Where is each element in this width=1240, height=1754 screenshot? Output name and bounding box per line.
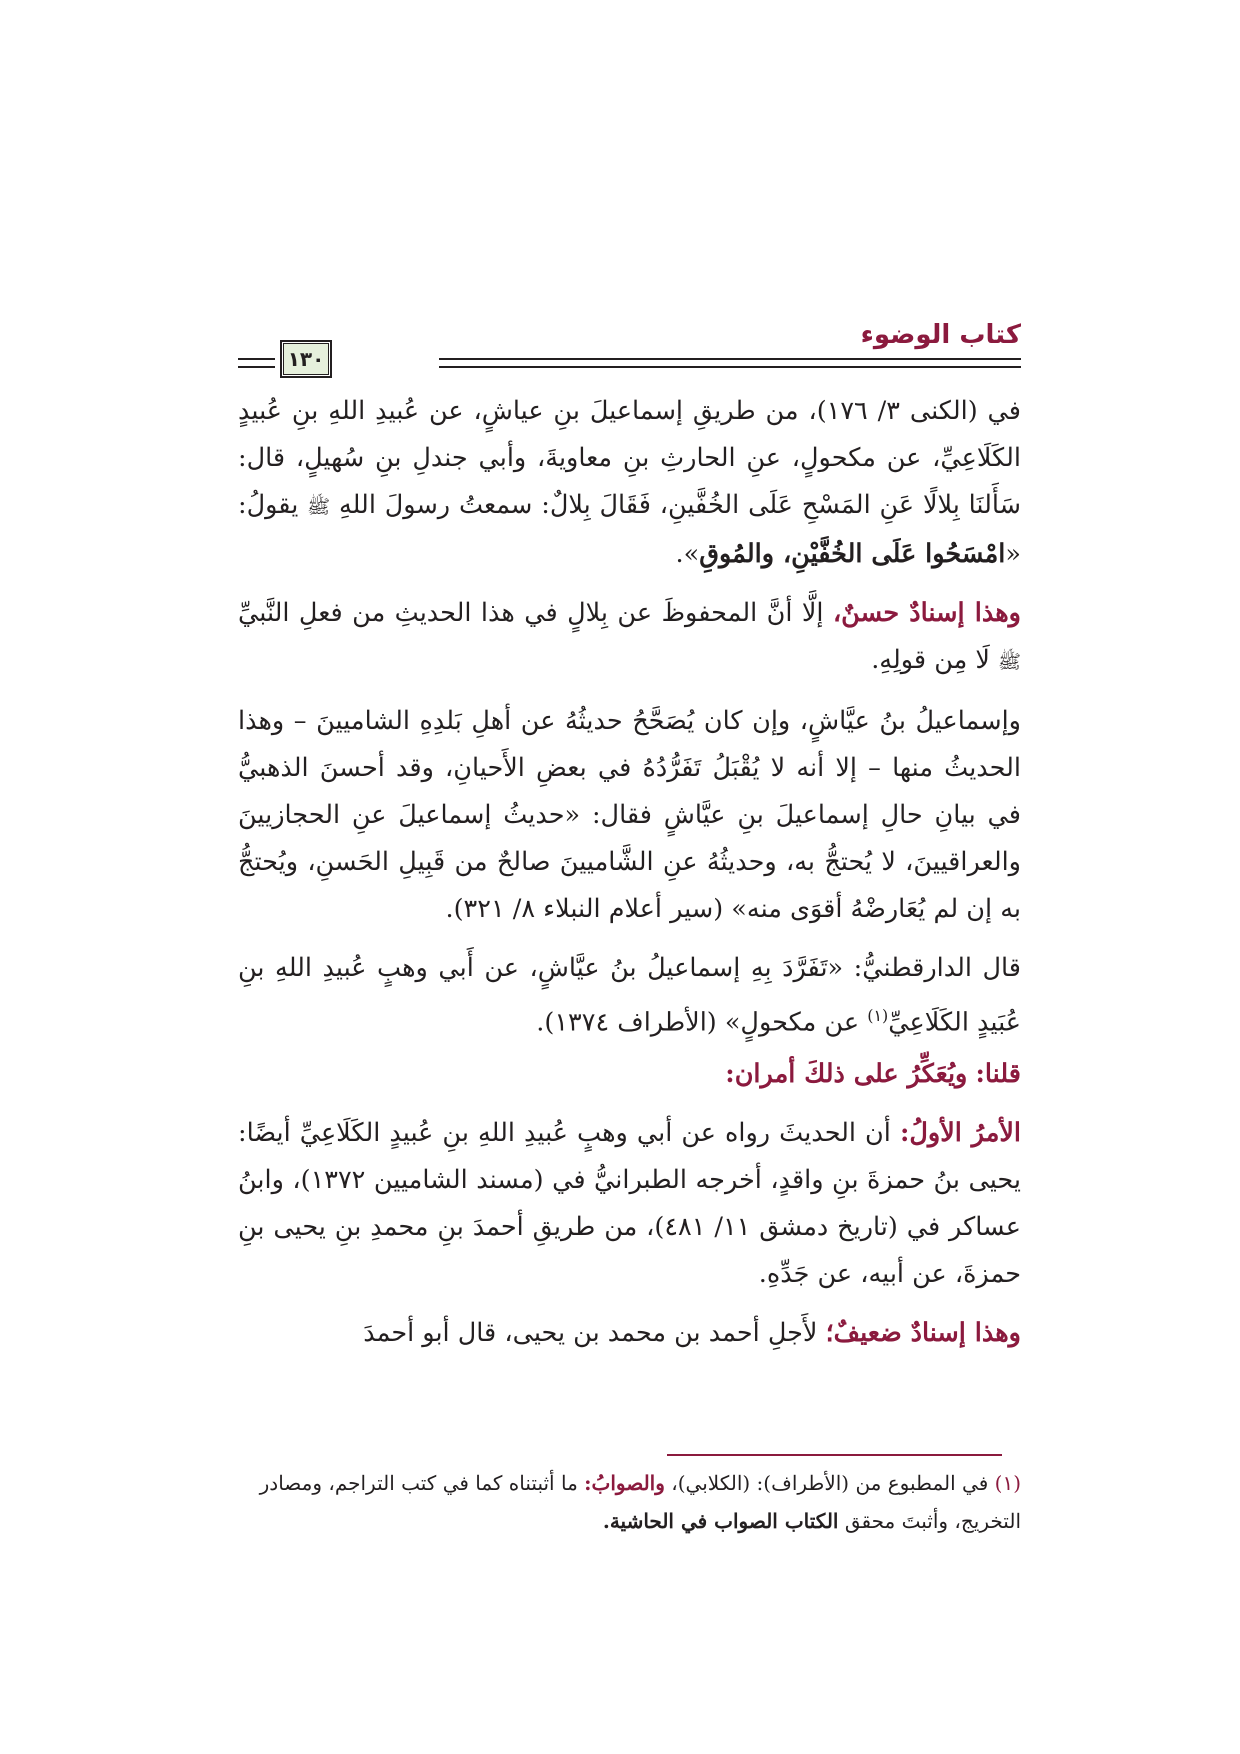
- footnote-bold: الكتاب الصواب في الحاشية.: [602, 1509, 839, 1533]
- paragraph-text: أن الحديثَ رواه عن أبي وهبٍ عُبيدِ اللهِ بنِ عُبيدٍ الكَلَاعِيِّ أيضًا: يحيى بنُ حمزةَ بنِ واقدٍ، أخرجه الطبرانيُّ في (مسند الشاميين ١٣٧٢)، وابنُ عساكر في (تاريخ دمشق ١١/ ٤٨١)، من طريقِ أحمدَ بنِ محمدِ بنِ يحيى بنِ حمزةَ، عن أبيه، عن جَدِّهِ.: [238, 1117, 1022, 1289]
- paragraph: [238, 388, 1021, 578]
- footnote-text: في المطبوع من (الأطراف): (الكلابي)،: [671, 1471, 989, 1495]
- paragraph: [238, 1110, 1021, 1298]
- paragraph-text: ».: [675, 539, 700, 569]
- grading-text: وهذا إسنادٌ حسنٌ،: [832, 598, 1021, 628]
- paragraph-text: لَا مِن قولِهِ.: [871, 645, 990, 675]
- page-number-badge: [280, 340, 332, 378]
- paragraph: [238, 1051, 1021, 1098]
- page-header: [238, 316, 1021, 386]
- header-rule: [439, 366, 1021, 368]
- footnote-marker: (١): [867, 1006, 889, 1025]
- section-label: قلنا:: [975, 1058, 1021, 1089]
- paragraph: [238, 590, 1021, 686]
- footnote-highlight: والصوابُ:: [584, 1471, 665, 1495]
- paragraph-text: في (الكنى ٣/ ١٧٦)، من طريقِ إسماعيلَ بنِ عياشٍ، عن عُبيدِ اللهِ بنِ عُبيدٍ الكَلَاعِيِّ، عن مكحولٍ، عنِ الحارثِ بنِ معاويةَ، وأبي جندلِ بنِ سُهيلٍ، قال: سَأَلنَا بِلالًا عَنِ المَسْحِ عَلَى الخُفَّينِ، فَقَالَ بِلالٌ: سمعتُ رسولَ اللهِ: [238, 396, 1022, 520]
- main-text: [238, 388, 1021, 1369]
- paragraph-text: إلَّا أنَّ المحفوظَ عن بِلالٍ في هذا الحديثِ من فعلِ النَّبيِّ: [238, 598, 824, 628]
- footnote: [238, 1464, 1021, 1540]
- paragraph-text: يقولُ: «: [238, 490, 1021, 569]
- paragraph-text: لأَجلِ أحمد بن محمد بن يحيى، قال أبو أحمدَ: [363, 1317, 818, 1348]
- footnote-separator: [667, 1454, 1002, 1456]
- paragraph: [238, 1310, 1021, 1357]
- paragraph-text: عن مكحولٍ» (الأطراف ١٣٧٤).: [536, 1007, 860, 1038]
- salutation-ligature: ﷺ: [998, 651, 1021, 673]
- subheading: الأمرُ الأولُ:: [899, 1117, 1021, 1148]
- salutation-ligature: ﷺ: [307, 496, 331, 518]
- paragraph-text: قال الدارقطنيُّ: «تَفَرَّدَ بِهِ إسماعيلُ بنُ عيَّاشٍ، عن أَبي وهبٍ عُبيدِ اللهِ بنِ عُبَيدٍ الكَلَاعِيِّ: [238, 953, 1021, 1038]
- paragraph: [238, 945, 1021, 1047]
- grading-text: وهذا إسنادٌ ضعيفٌ؛: [825, 1317, 1021, 1348]
- hadith-quote: امْسَحُوا عَلَى الخُفَّيْنِ، والمُوقِ: [699, 539, 1006, 569]
- footnote-text: ما أثبتناه كما في كتب التراجم، ومصادر التخريج، وأثبتَ محقق: [259, 1471, 1021, 1533]
- header-rule: [439, 358, 1021, 360]
- header-rule: [238, 358, 275, 360]
- header-rule: [238, 366, 275, 368]
- section-heading: ويُعَكِّرُ على ذلكَ أمران:: [725, 1058, 968, 1089]
- footnote-number: (١): [994, 1471, 1021, 1495]
- book-title: كتاب الوضوء: [860, 320, 1021, 350]
- page-number: ١٣٠: [283, 343, 329, 375]
- paragraph-text: وإسماعيلُ بنُ عيَّاشٍ، وإن كان يُصَحَّحُ حديثُهُ عن أهلِ بَلدِهِ الشاميينَ – وهذا الحديثُ منها – إلا أنه لا يُقْبَلُ تَفَرُّدُهُ في بعضِ الأَحيانِ، وقد أحسنَ الذهبيُّ في بيانِ حالِ إسماعيلَ بنِ عيَّاشٍ فقال: «حديثُ إسماعيلَ عنِ الحجازيينَ والعراقيينَ، لا يُحتجُّ به، وحديثُهُ عنِ الشَّاميينَ صالحٌ من قَبِيلِ الحَسنِ، ويُحتجُّ به إن لم يُعَارضْهُ أقوَى منه» (سير أعلام النبلاء ٨/ ٣٢١).: [238, 706, 1021, 924]
- paragraph: [238, 698, 1021, 933]
